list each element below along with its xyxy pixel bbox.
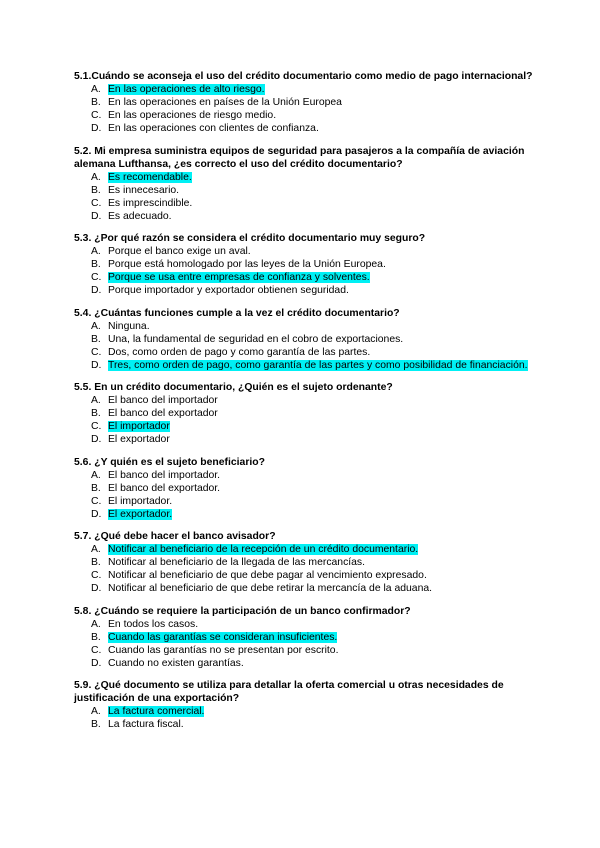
option-text-wrap bbox=[108, 122, 534, 135]
option-letter: C. bbox=[91, 110, 102, 121]
option-text: Es innecesario. bbox=[108, 184, 180, 196]
option-text-wrap bbox=[108, 359, 534, 372]
option-text-wrap bbox=[108, 482, 534, 495]
answer-option bbox=[74, 420, 534, 433]
option-letter: D. bbox=[91, 359, 102, 371]
answer-option bbox=[74, 197, 534, 210]
option-letter: B. bbox=[91, 408, 101, 419]
option-text-wrap bbox=[108, 582, 534, 595]
question-title: 5.3. ¿Por qué razón se considera el crédito documentario muy seguro? bbox=[74, 233, 426, 244]
answer-option bbox=[74, 271, 534, 284]
answer-option bbox=[74, 346, 534, 359]
answer-option bbox=[74, 109, 534, 122]
answer-option bbox=[74, 333, 534, 346]
question-2 bbox=[74, 145, 534, 223]
answer-option bbox=[74, 469, 534, 482]
option-text-wrap bbox=[108, 320, 534, 333]
option-text: La factura fiscal. bbox=[108, 719, 184, 730]
option-letter: B. bbox=[91, 631, 101, 643]
answer-option bbox=[74, 320, 534, 333]
option-text-wrap bbox=[108, 543, 534, 556]
answer-option bbox=[74, 582, 534, 595]
option-text-wrap bbox=[108, 271, 534, 284]
answer-option bbox=[74, 569, 534, 582]
option-text-highlighted: En las operaciones de alto riesgo. bbox=[108, 84, 265, 95]
option-text: Porque el banco exige un aval. bbox=[108, 246, 251, 257]
option-text: El importador. bbox=[108, 495, 173, 507]
option-text-wrap bbox=[108, 284, 534, 297]
answer-options bbox=[74, 171, 534, 223]
option-text-wrap bbox=[108, 197, 534, 210]
option-letter: A. bbox=[91, 706, 101, 717]
option-text: Notificar al beneficiario de que debe retirar la mercancía de la aduana. bbox=[108, 583, 433, 594]
option-text: En las operaciones de riesgo medio. bbox=[108, 110, 277, 121]
question-6 bbox=[74, 456, 534, 521]
option-letter: D. bbox=[91, 508, 102, 520]
option-letter: D. bbox=[91, 285, 102, 296]
option-letter: C. bbox=[91, 421, 102, 432]
question-title: 5.2. Mi empresa suministra equipos de seguridad para pasajeros a la compañía de aviación alemana Lufthansa, ¿es correcto el uso del crédito documentario? bbox=[74, 145, 525, 170]
answer-option bbox=[74, 284, 534, 297]
answer-option bbox=[74, 508, 534, 521]
answer-option bbox=[74, 543, 534, 556]
answer-options bbox=[74, 245, 534, 297]
option-letter: B. bbox=[91, 557, 101, 568]
option-text-wrap bbox=[108, 508, 534, 521]
option-text-highlighted: El importador bbox=[108, 421, 170, 432]
option-text-wrap bbox=[108, 210, 534, 223]
option-letter: D. bbox=[91, 123, 102, 134]
option-letter: A. bbox=[91, 544, 101, 555]
option-letter: C. bbox=[91, 346, 102, 358]
option-text-wrap bbox=[108, 433, 534, 446]
option-letter: B. bbox=[91, 184, 101, 196]
option-text-wrap bbox=[108, 718, 534, 731]
option-letter: B. bbox=[91, 719, 101, 730]
option-letter: D. bbox=[91, 583, 102, 594]
option-text: El banco del importador. bbox=[108, 469, 221, 481]
option-text-wrap bbox=[108, 420, 534, 433]
answer-option bbox=[74, 618, 534, 631]
answer-option bbox=[74, 631, 534, 644]
question-4 bbox=[74, 307, 534, 372]
option-text: En todos los casos. bbox=[108, 618, 199, 630]
answer-option bbox=[74, 718, 534, 731]
option-text: El banco del exportador. bbox=[108, 482, 221, 494]
option-letter: C. bbox=[91, 272, 102, 283]
option-text-wrap bbox=[108, 469, 534, 482]
question-5 bbox=[74, 381, 534, 446]
option-text: Porque está homologado por las leyes de la Unión Europea. bbox=[108, 259, 386, 270]
question-title: 5.9. ¿Qué documento se utiliza para detallar la oferta comercial u otras necesidades de justificación de una exportación? bbox=[74, 680, 504, 704]
option-letter: C. bbox=[91, 570, 102, 581]
option-text-highlighted: Cuando las garantías se consideran insuficientes. bbox=[108, 631, 338, 643]
option-text-wrap bbox=[108, 569, 534, 582]
option-letter: B. bbox=[91, 482, 101, 494]
option-letter: D. bbox=[91, 434, 102, 445]
option-text-wrap bbox=[108, 171, 534, 184]
option-letter: A. bbox=[91, 320, 101, 332]
option-text: Dos, como orden de pago y como garantía de las partes. bbox=[108, 346, 371, 358]
answer-options bbox=[74, 320, 534, 372]
answer-options bbox=[74, 83, 534, 135]
option-letter: D. bbox=[91, 657, 102, 669]
option-text: Es adecuado. bbox=[108, 210, 172, 222]
option-letter: A. bbox=[91, 246, 101, 257]
answer-option bbox=[74, 433, 534, 446]
option-text-highlighted: Es recomendable. bbox=[108, 171, 192, 183]
option-text: Porque importador y exportador obtienen seguridad. bbox=[108, 285, 349, 296]
answer-option bbox=[74, 96, 534, 109]
option-letter: A. bbox=[91, 395, 101, 406]
option-text: En las operaciones en países de la Unión Europea bbox=[108, 97, 342, 108]
question-7 bbox=[74, 530, 534, 595]
question-title: 5.1.Cuándo se aconseja el uso del crédito documentario como medio de pago internacional? bbox=[74, 71, 533, 82]
answer-options bbox=[74, 705, 534, 731]
option-text-wrap bbox=[108, 96, 534, 109]
option-letter: B. bbox=[91, 97, 101, 108]
answer-options bbox=[74, 543, 534, 595]
option-text: Es imprescindible. bbox=[108, 197, 193, 209]
option-text: Una, la fundamental de seguridad en el cobro de exportaciones. bbox=[108, 333, 404, 345]
answer-option bbox=[74, 556, 534, 569]
option-text-wrap bbox=[108, 556, 534, 569]
option-letter: C. bbox=[91, 644, 102, 656]
answer-option bbox=[74, 407, 534, 420]
option-text-highlighted: Notificar al beneficiario de la recepción de un crédito documentario. bbox=[108, 544, 419, 555]
option-text: En las operaciones con clientes de confianza. bbox=[108, 123, 319, 134]
answer-option bbox=[74, 171, 534, 184]
answer-option bbox=[74, 644, 534, 657]
option-letter: D. bbox=[91, 210, 102, 222]
option-text-wrap bbox=[108, 109, 534, 122]
answer-option bbox=[74, 83, 534, 96]
question-1 bbox=[74, 70, 534, 135]
option-text-wrap bbox=[108, 346, 534, 359]
option-letter: A. bbox=[91, 171, 101, 183]
option-text-wrap bbox=[108, 618, 534, 631]
answer-option bbox=[74, 495, 534, 508]
option-text-wrap bbox=[108, 245, 534, 258]
option-text-highlighted: La factura comercial. bbox=[108, 706, 205, 717]
answer-options bbox=[74, 394, 534, 446]
option-text-wrap bbox=[108, 184, 534, 197]
answer-options bbox=[74, 469, 534, 521]
answer-option bbox=[74, 657, 534, 670]
option-text-wrap bbox=[108, 258, 534, 271]
option-text-wrap bbox=[108, 407, 534, 420]
answer-option bbox=[74, 258, 534, 271]
answer-option bbox=[74, 122, 534, 135]
option-text: El exportador bbox=[108, 434, 170, 445]
option-letter: C. bbox=[91, 197, 102, 209]
option-text: Notificar al beneficiario de que debe pagar al vencimiento expresado. bbox=[108, 570, 427, 581]
option-text-wrap bbox=[108, 495, 534, 508]
answer-option bbox=[74, 184, 534, 197]
option-text: Notificar al beneficiario de la llegada de las mercancías. bbox=[108, 557, 366, 568]
option-letter: B. bbox=[91, 333, 101, 345]
question-title: 5.4. ¿Cuántas funciones cumple a la vez el crédito documentario? bbox=[74, 307, 400, 319]
option-text-wrap bbox=[108, 705, 534, 718]
option-text-wrap bbox=[108, 333, 534, 346]
answer-option bbox=[74, 359, 534, 372]
option-letter: C. bbox=[91, 495, 102, 507]
option-text-wrap bbox=[108, 644, 534, 657]
option-text-wrap bbox=[108, 657, 534, 670]
option-text: Ninguna. bbox=[108, 320, 150, 332]
question-title: 5.8. ¿Cuándo se requiere la participación de un banco confirmador? bbox=[74, 605, 411, 617]
option-text-highlighted: El exportador. bbox=[108, 508, 173, 520]
option-text: Cuando las garantías no se presentan por escrito. bbox=[108, 644, 339, 656]
question-8 bbox=[74, 605, 534, 670]
option-text-highlighted: Tres, como orden de pago, como garantía de las partes y como posibilidad de financiación. bbox=[108, 359, 528, 371]
option-letter: B. bbox=[91, 259, 101, 270]
answer-option bbox=[74, 482, 534, 495]
option-text-highlighted: Porque se usa entre empresas de confianza y solventes. bbox=[108, 272, 370, 283]
answer-options bbox=[74, 618, 534, 670]
option-text-wrap bbox=[108, 631, 534, 644]
question-title: 5.6. ¿Y quién es el sujeto beneficiario? bbox=[74, 456, 265, 468]
option-text-wrap bbox=[108, 83, 534, 96]
question-title: 5.7. ¿Qué debe hacer el banco avisador? bbox=[74, 531, 276, 542]
option-letter: A. bbox=[91, 469, 101, 481]
option-text-wrap bbox=[108, 394, 534, 407]
answer-option bbox=[74, 210, 534, 223]
option-text: El banco del importador bbox=[108, 395, 218, 406]
question-title: 5.5. En un crédito documentario, ¿Quién es el sujeto ordenante? bbox=[74, 382, 393, 393]
quiz-document bbox=[74, 70, 534, 741]
answer-option bbox=[74, 245, 534, 258]
option-letter: A. bbox=[91, 618, 101, 630]
question-9 bbox=[74, 679, 534, 731]
answer-option bbox=[74, 394, 534, 407]
option-text: Cuando no existen garantías. bbox=[108, 657, 244, 669]
option-text: El banco del exportador bbox=[108, 408, 218, 419]
option-letter: A. bbox=[91, 84, 101, 95]
question-3 bbox=[74, 232, 534, 297]
answer-option bbox=[74, 705, 534, 718]
